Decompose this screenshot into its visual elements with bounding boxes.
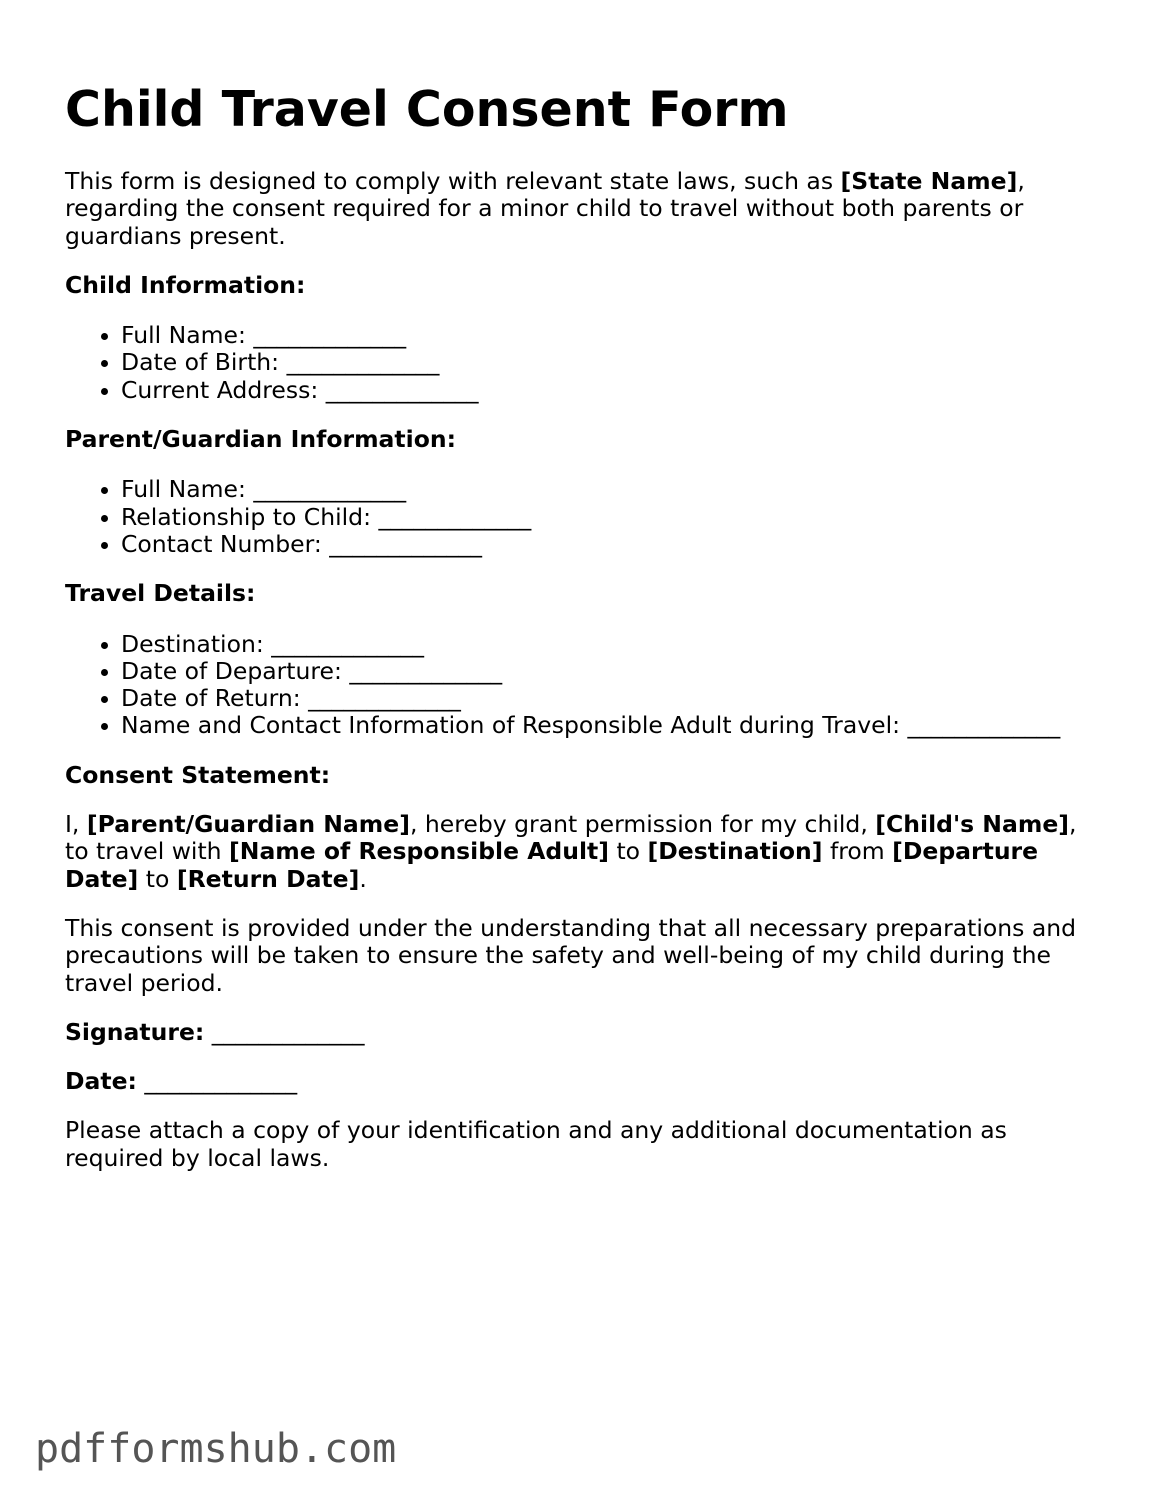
state-placeholder: [State Name] [840, 167, 1018, 195]
child-name-placeholder: [Child's Name] [875, 810, 1069, 839]
list-item: Date of Departure: _____________ [121, 658, 1105, 685]
form-page [65, 78, 1105, 1172]
departure-date-placeholder: [Departure Date] [65, 837, 1039, 893]
responsible-adult-placeholder: [Name of Responsible Adult] [229, 837, 609, 866]
travel-details-list [65, 631, 1105, 740]
destination-placeholder: [Destination] [647, 837, 823, 866]
return-date-placeholder: [Return Date] [176, 864, 360, 893]
list-item: Destination: _____________ [121, 631, 1105, 658]
list-item: Current Address: _____________ [121, 377, 1105, 404]
date-label: Date: [65, 1067, 137, 1096]
understanding-paragraph: This consent is provided under the understanding that all necessary preparations and precautions will be taken to ensure the safety and well-being of my child during the travel period. [65, 913, 1077, 997]
page-title: Child Travel Consent Form [65, 81, 789, 138]
blank-line: _____________ [329, 529, 483, 558]
blank-line: _____________ [271, 629, 425, 658]
signature-label: Signature: [65, 1017, 205, 1046]
signature-line [65, 1019, 1105, 1046]
list-item: Date of Birth: _____________ [121, 349, 1105, 376]
list-item: Full Name: _____________ [121, 322, 1105, 349]
blank-line: _____________ [325, 375, 479, 404]
closing-paragraph: Please attach a copy of your identification and any additional documentation as required by local laws. [65, 1116, 1007, 1172]
consent-statement: I, [Parent/Guardian Name], hereby grant permission for my child, [Child's Name], to travel with [Name of Responsible Adult] to [Destination] from [Departure Date] to [Return Date]. [65, 810, 1077, 893]
child-info-heading: Child Information: [65, 270, 306, 299]
intro-paragraph: This form is designed to comply with relevant state laws, such as [State Name], regarding the consent required for a minor child to travel without both parents or guardians present. [65, 167, 1025, 250]
blank-line: _____________ [286, 348, 440, 377]
blank-line: _____________ [211, 1017, 365, 1046]
consent-heading: Consent Statement: [65, 760, 331, 789]
list-item: Date of Return: _____________ [121, 685, 1105, 712]
guardian-info-heading: Parent/Guardian Information: [65, 425, 456, 454]
child-info-list [65, 322, 1105, 404]
list-item: Name and Contact Information of Responsible Adult during Travel: _____________ [121, 712, 1105, 739]
watermark: pdfformshub.com [35, 1426, 397, 1472]
blank-line: _____________ [253, 321, 407, 350]
travel-details-heading: Travel Details: [65, 579, 256, 608]
blank-line: _____________ [349, 656, 503, 685]
date-line [65, 1068, 1105, 1095]
guardian-info-list [65, 476, 1105, 558]
blank-line: _____________ [144, 1067, 298, 1096]
guardian-name-placeholder: [Parent/Guardian Name] [86, 810, 410, 839]
list-item: Relationship to Child: _____________ [121, 504, 1105, 531]
blank-line: _____________ [253, 475, 407, 504]
blank-line: _____________ [907, 711, 1061, 740]
blank-line: _____________ [378, 502, 532, 531]
list-item: Contact Number: _____________ [121, 531, 1105, 558]
list-item: Full Name: _____________ [121, 476, 1105, 503]
blank-line: _____________ [308, 684, 461, 713]
